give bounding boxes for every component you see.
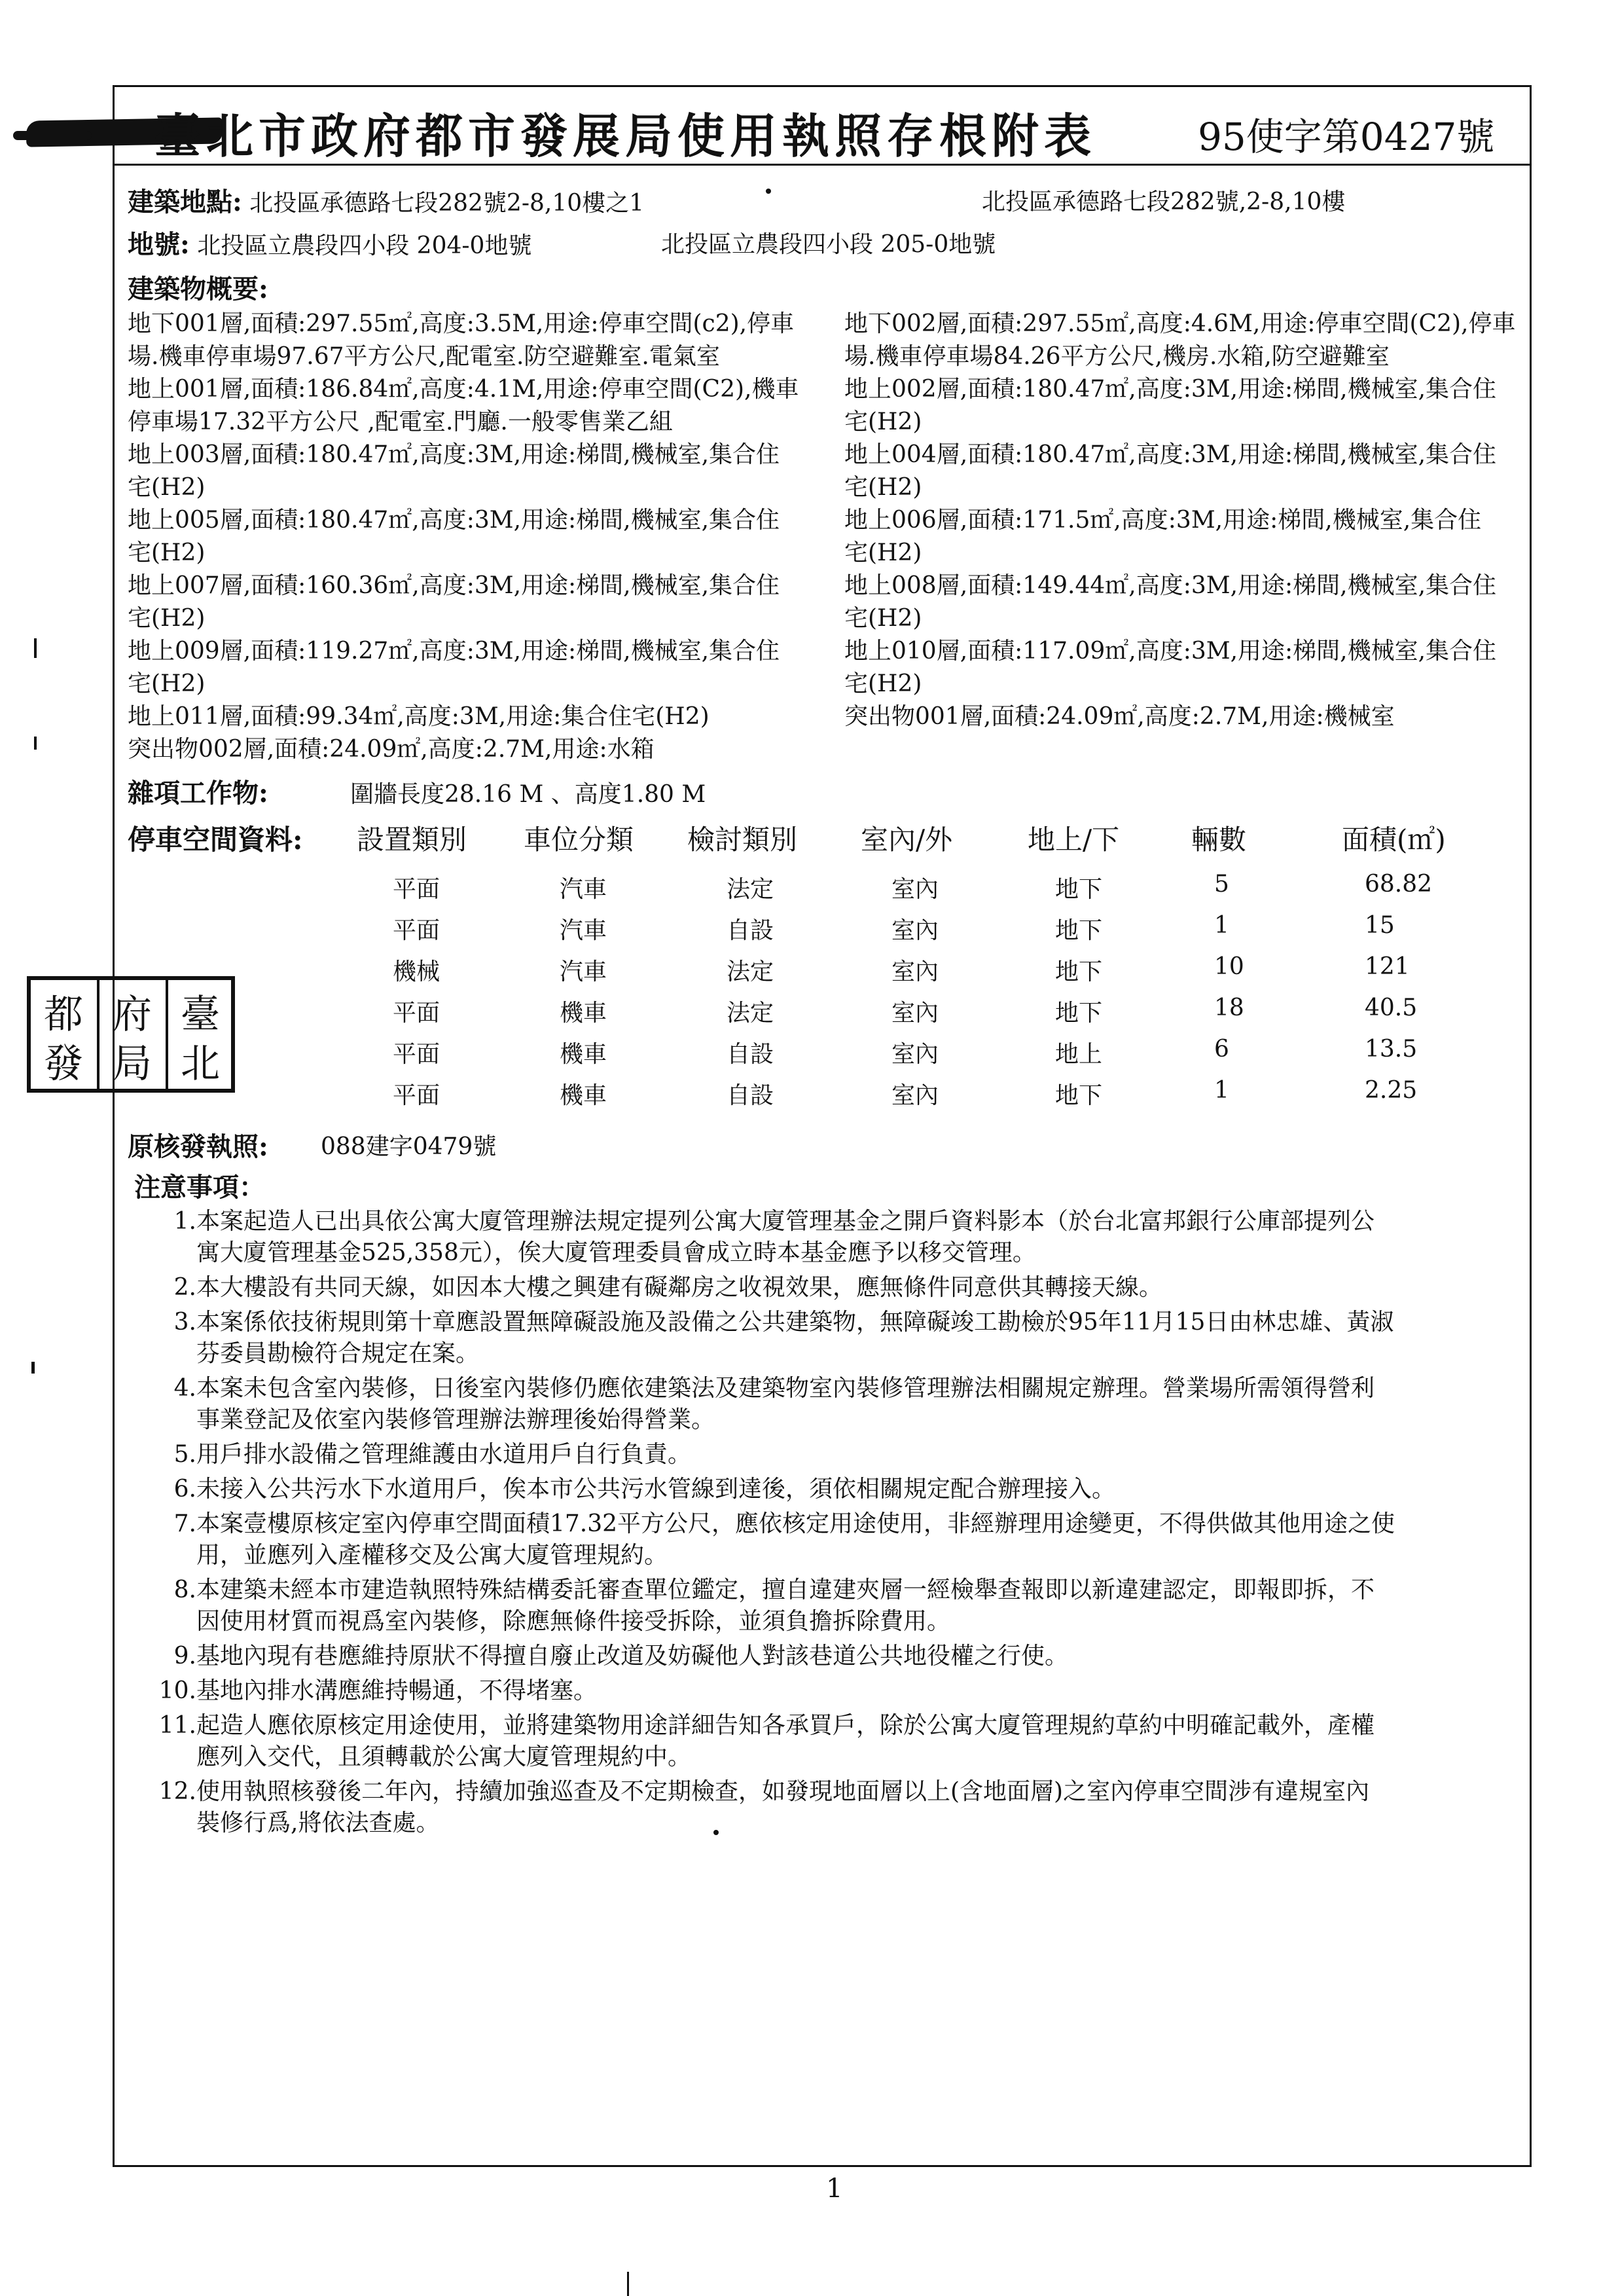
- svg-text:局: 局: [113, 1041, 152, 1087]
- parking-cell: 地下: [1055, 917, 1103, 944]
- overview-heading: 建築物概要:: [128, 274, 268, 304]
- parking-cell: 2.25: [1365, 1077, 1418, 1104]
- parking-cell: 自設: [727, 1082, 774, 1109]
- note-item: [157, 1675, 1532, 1707]
- overview-line: 地下001層,面積:297.55㎡,高度:3.5M,用途:停車空間(c2),停車: [128, 310, 795, 337]
- lot-2: 北投區立農段四小段 205-0地號: [661, 231, 996, 258]
- original-license-value: 088建字0479號: [321, 1133, 497, 1160]
- parking-cell: 法定: [727, 958, 774, 985]
- overview-line: 地上010層,面積:117.09㎡,高度:3M,用途:梯間,機械室,集合住: [844, 638, 1497, 665]
- overview-line: 宅(H2): [128, 670, 206, 697]
- overview-line: 突出物002層,面積:24.09㎡,高度:2.7M,用途:水箱: [128, 736, 655, 763]
- note-item: [157, 1508, 1532, 1571]
- note-item: [157, 1439, 1532, 1470]
- parking-cell: 5: [1214, 871, 1229, 898]
- parking-cell: 室內: [891, 1082, 939, 1109]
- parking-cell: 平面: [393, 1041, 440, 1068]
- overview-line: 地上005層,面積:180.47㎡,高度:3M,用途:梯間,機械室,集合住: [128, 507, 780, 534]
- parking-cell: 地下: [1055, 1000, 1103, 1027]
- scan-dot: [766, 189, 771, 194]
- overview-line: 地上008層,面積:149.44㎡,高度:3M,用途:梯間,機械室,集合住: [844, 572, 1497, 599]
- parking-cell: 18: [1214, 994, 1244, 1021]
- parking-col-header: 檢討類別: [687, 824, 798, 856]
- note-number: 10.: [158, 1677, 196, 1704]
- parking-cell: 平面: [393, 1082, 440, 1109]
- overview-line: 場.機車停車場97.67平方公尺,配電室.防空避難室.電氣室: [128, 343, 720, 370]
- parking-cell: 15: [1365, 912, 1395, 939]
- parking-table-row: [0, 1077, 1618, 1116]
- svg-text:北: 北: [181, 1041, 220, 1087]
- scan-mark: [627, 2272, 629, 2296]
- parking-cell: 機車: [560, 1082, 607, 1109]
- overview-line: 宅(H2): [128, 605, 206, 632]
- note-text: 使用執照核發後二年內，持續加強巡查及不定期檢查，如發現地面層以上(含地面層)之室內停車空間涉有違規室內 裝修行爲,將依法查處。: [196, 1778, 1370, 1836]
- note-number: 12.: [158, 1778, 196, 1805]
- scan-mark: [34, 638, 37, 658]
- parking-col-header: 面積(㎡): [1342, 824, 1446, 856]
- parking-col-header: 車位分類: [524, 824, 634, 856]
- overview-line: 場.機車停車場84.26平方公尺,機房.水箱,防空避難室: [844, 343, 1390, 370]
- overview-line: 宅(H2): [844, 409, 922, 435]
- official-seal: [26, 975, 236, 1093]
- parking-table-row: [0, 1036, 1618, 1075]
- note-text: 本建築未經本市建造執照特殊結構委託審查單位鑑定，擅自違建夾層一經檢舉查報即以新違建認定，即報即拆，不 因使用材質而視爲室內裝修，除應無條件接受拆除，並須負擔拆除費用。: [196, 1576, 1375, 1635]
- lot-1: 北投區立農段四小段 204-0地號: [197, 232, 532, 259]
- note-text: 起造人應依原核定用途使用，並將建築物用途詳細告知各承買戶，除於公寓大廈管理規約草約中明確記載外，產權 應列入交代，且須轉載於公寓大廈管理規約中。: [196, 1712, 1375, 1770]
- parking-cell: 機車: [560, 1000, 607, 1027]
- parking-cell: 法定: [727, 876, 774, 903]
- parking-cell: 平面: [393, 876, 440, 903]
- note-number: 3.: [173, 1309, 196, 1336]
- parking-cell: 地下: [1055, 876, 1103, 903]
- parking-cell: 地下: [1055, 958, 1103, 985]
- parking-cell: 法定: [727, 1000, 774, 1027]
- note-number: 7.: [173, 1510, 196, 1537]
- lot-label: 地號:: [128, 229, 190, 260]
- parking-col-header: 設置類別: [357, 824, 467, 856]
- document-title: 臺北市政府都市發展局使用執照存根附表: [154, 108, 1097, 164]
- note-text: 用戶排水設備之管理維護由水道用戶自行負責。: [196, 1441, 692, 1468]
- parking-cell: 機械: [393, 958, 440, 985]
- parking-label: 停車空間資料:: [128, 824, 303, 856]
- note-text: 本案未包含室內裝修，日後室內裝修仍應依建築法及建築物室內裝修管理辦法相關規定辦理。營業場所需領得營利 事業登記及依室內裝修管理辦法辦理後始得營業。: [196, 1375, 1375, 1433]
- note-item: [157, 1575, 1532, 1637]
- parking-cell: 室內: [891, 917, 939, 944]
- lot-row: [128, 229, 531, 262]
- scan-mark: [31, 1362, 35, 1374]
- overview-line: 地下002層,面積:297.55㎡,高度:4.6M,用途:停車空間(C2),停車: [844, 310, 1516, 337]
- address-row: [128, 187, 644, 219]
- overview-line: 地上009層,面積:119.27㎡,高度:3M,用途:梯間,機械室,集合住: [128, 638, 780, 665]
- parking-cell: 1: [1214, 912, 1229, 939]
- overview-line: 地上011層,面積:99.34㎡,高度:3M,用途:集合住宅(H2): [128, 703, 710, 730]
- overview-line: 突出物001層,面積:24.09㎡,高度:2.7M,用途:機械室: [844, 703, 1395, 730]
- parking-cell: 汽車: [560, 917, 607, 944]
- parking-cell: 汽車: [560, 958, 607, 985]
- misc-work-value: 圍牆長度28.16 M 、高度1.80 M: [350, 781, 706, 808]
- overview-line: 地上002層,面積:180.47㎡,高度:3M,用途:梯間,機械室,集合住: [844, 376, 1497, 403]
- address-2: 北投區承德路七段282號,2-8,10樓: [982, 189, 1346, 215]
- note-number: 6.: [173, 1476, 196, 1503]
- note-number: 4.: [173, 1375, 196, 1402]
- scan-dot: [713, 1830, 719, 1835]
- parking-cell: 室內: [891, 1041, 939, 1068]
- parking-table-row: [0, 953, 1618, 993]
- permit-number: 95使字第0427號: [1198, 115, 1495, 159]
- address-label: 建築地點:: [128, 187, 242, 217]
- original-license-row: [128, 1131, 268, 1164]
- note-text: 本案係依技術規則第十章應設置無障礙設施及設備之公共建築物，無障礙竣工勘檢於95年11月15日由林忠雄、黃淑 芬委員勘檢符合規定在案。: [196, 1309, 1394, 1367]
- note-text: 未接入公共污水下水道用戶，俟本市公共污水管線到達後，須依相關規定配合辦理接入。: [196, 1476, 1116, 1503]
- scan-mark: [34, 737, 37, 750]
- overview-line: 地上003層,面積:180.47㎡,高度:3M,用途:梯間,機械室,集合住: [128, 441, 780, 468]
- note-item: [157, 1307, 1532, 1370]
- misc-work-row: [128, 778, 268, 811]
- parking-cell: 機車: [560, 1041, 607, 1068]
- parking-cell: 汽車: [560, 876, 607, 903]
- parking-cell: 地下: [1055, 1082, 1103, 1109]
- note-item: [157, 1641, 1532, 1672]
- overview-line: 宅(H2): [844, 474, 922, 501]
- note-text: 基地內排水溝應維持暢通，不得堵塞。: [196, 1677, 598, 1704]
- notes-heading: 注意事項：: [134, 1172, 265, 1203]
- parking-cell: 10: [1214, 953, 1244, 980]
- parking-table-row: [0, 994, 1618, 1034]
- svg-text:發: 發: [44, 1041, 83, 1087]
- note-number: 8.: [173, 1576, 196, 1603]
- note-item: [157, 1272, 1532, 1303]
- note-text: 本案壹樓原核定室內停車空間面積17.32平方公尺，應依核定用途使用，非經辦理用途變更，不得供做其他用途之使 用，並應列入產權移交及公寓大廈管理規約。: [196, 1510, 1395, 1569]
- parking-col-header: 地上/下: [1028, 824, 1120, 856]
- note-item: [157, 1373, 1532, 1436]
- parking-cell: 6: [1214, 1036, 1229, 1063]
- parking-cell: 13.5: [1365, 1036, 1418, 1063]
- parking-cell: 平面: [393, 917, 440, 944]
- overview-line: 宅(H2): [844, 670, 922, 697]
- parking-table-row: [0, 871, 1618, 910]
- overview-line: 宅(H2): [844, 539, 922, 566]
- parking-col-header: 輛數: [1191, 824, 1247, 856]
- parking-cell: 室內: [891, 876, 939, 903]
- parking-header-row: [128, 818, 1502, 855]
- svg-text:都: 都: [44, 992, 83, 1038]
- note-number: 1.: [173, 1208, 196, 1235]
- note-number: 5.: [173, 1441, 196, 1468]
- original-license-label: 原核發執照:: [128, 1131, 268, 1162]
- overview-line: 地上001層,面積:186.84㎡,高度:4.1M,用途:停車空間(C2),機車: [128, 376, 799, 403]
- note-text: 基地內現有巷應維持原狀不得擅自廢止改道及妨礙他人對該巷道公共地役權之行使。: [196, 1643, 1069, 1669]
- overview-line: 宅(H2): [128, 539, 206, 566]
- parking-cell: 室內: [891, 1000, 939, 1027]
- parking-cell: 平面: [393, 1000, 440, 1027]
- note-item: [157, 1206, 1532, 1269]
- note-text: 本大樓設有共同天線，如因本大樓之興建有礙鄰房之收視效果，應無條件同意供其轉接天線。: [196, 1274, 1163, 1301]
- overview-line: 宅(H2): [128, 474, 206, 501]
- overview-line: 地上004層,面積:180.47㎡,高度:3M,用途:梯間,機械室,集合住: [844, 441, 1497, 468]
- parking-cell: 121: [1365, 953, 1410, 980]
- page-number: 1: [826, 2174, 843, 2204]
- note-item: [157, 1474, 1532, 1505]
- parking-col-header: 室內/外: [861, 824, 953, 856]
- parking-cell: 40.5: [1365, 994, 1418, 1021]
- svg-text:臺: 臺: [181, 992, 220, 1038]
- note-text: 本案起造人已出具依公寓大廈管理辦法規定提列公寓大廈管理基金之開戶資料影本（於台北富邦銀行公庫部提列公 寓大廈管理基金525,358元），俟大廈管理委員會成立時本基金應予以移交管理。: [196, 1208, 1375, 1266]
- note-item: [157, 1710, 1532, 1773]
- parking-table-row: [0, 912, 1618, 951]
- parking-cell: 1: [1214, 1077, 1229, 1104]
- note-number: 2.: [173, 1274, 196, 1301]
- svg-text:府: 府: [113, 992, 152, 1038]
- parking-cell: 68.82: [1365, 871, 1433, 898]
- redaction-blot: [13, 131, 92, 140]
- overview-line: 宅(H2): [844, 605, 922, 632]
- note-number: 9.: [173, 1643, 196, 1669]
- overview-line: 地上007層,面積:160.36㎡,高度:3M,用途:梯間,機械室,集合住: [128, 572, 780, 599]
- parking-cell: 室內: [891, 958, 939, 985]
- overview-line: 停車場17.32平方公尺 ,配電室.門廳.一般零售業乙組: [128, 409, 673, 435]
- parking-cell: 自設: [727, 917, 774, 944]
- parking-cell: 自設: [727, 1041, 774, 1068]
- note-item: [157, 1776, 1532, 1839]
- overview-line: 地上006層,面積:171.5㎡,高度:3M,用途:梯間,機械室,集合住: [844, 507, 1482, 534]
- address-1: 北投區承德路七段282號2-8,10樓之1: [249, 190, 645, 217]
- parking-cell: 地上: [1055, 1041, 1103, 1068]
- misc-work-label: 雜項工作物:: [128, 778, 268, 809]
- note-number: 11.: [158, 1712, 196, 1739]
